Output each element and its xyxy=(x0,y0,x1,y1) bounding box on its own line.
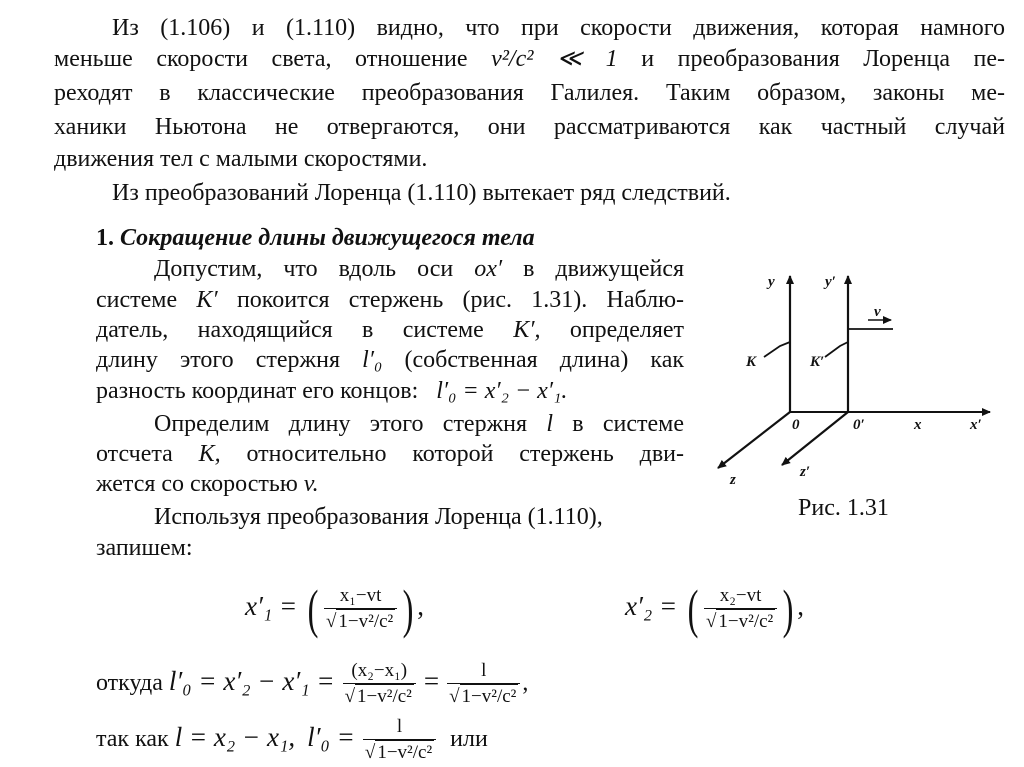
body-line4: длину этого стержня l′₀ (собственная длина) как xyxy=(96,347,685,373)
fraction: $\frac{l}{\text{√ 1−v²/c²}}$ xyxy=(447,660,520,709)
label-k: K xyxy=(746,354,757,370)
equation-x1-prime: x′₁ = ( $\frac{\text{x₁−vt}}{\text{√ 1−v²/c²}}$ ) , xyxy=(245,579,424,639)
figure-caption: Рис. 1.31 xyxy=(798,495,889,521)
label-z: z xyxy=(730,472,736,488)
k-prime-frame-marker xyxy=(825,342,848,357)
label-x-prime: x′ xyxy=(970,417,982,433)
label-y: y xyxy=(768,274,775,290)
para2: Из преобразований Лоренца (1.110) вытекает ряд следствий. xyxy=(112,180,731,206)
equation-length-chain: откуда l′₀ = x′₂ − x′₁ = $\frac{\text{(x₂−x₁)}}{\text{√ 1−v²/c²}}$ = $\frac{l}{\text{√ 1−v²/c²}}$ , xyxy=(96,660,529,707)
ratio-formula: v²/c² ≪ 1 xyxy=(491,46,618,72)
label-x: x xyxy=(914,417,922,433)
body-line10: запишем: xyxy=(96,535,193,561)
fraction: $\frac{\text{x₂−vt}}{\text{√ 1−v²/c²}}$ xyxy=(704,585,777,634)
coordinate-systems-figure xyxy=(700,262,1000,494)
section-title: Сокращение длины движущегося тела xyxy=(120,225,535,251)
body-line7: отсчета K, относительно которой стержень дви- xyxy=(96,441,684,467)
body-line3: датель, находящийся в системе K′, определяет xyxy=(96,317,685,343)
proper-length-formula: l′₀ = x′₂ − x′₁. xyxy=(436,378,568,404)
para1-line4: ханики Ньютона не отвергаются, они рассматриваются как частный случай xyxy=(54,114,1005,140)
z-axis xyxy=(718,412,790,468)
body-line6: Определим длину этого стержня l в системе xyxy=(154,411,685,437)
para1-line5: движения тел с малыми скоростями. xyxy=(54,146,428,172)
para1-line1: Из (1.106) и (1.110) видно, что при скорости движения, которая намного xyxy=(112,15,1005,41)
fraction: $\frac{\text{(x₂−x₁)}}{\text{√ 1−v²/c²}}$ xyxy=(343,660,416,709)
equation-proper-length: так как l = x₂ − x₁, l′₀ = $\frac{l}{\text{√ 1−v²/c²}}$ или xyxy=(96,716,488,763)
body-line9: Используя преобразования Лоренца (1.110), xyxy=(154,504,603,530)
body-line8: жется со скоростью v. xyxy=(96,471,319,497)
label-origin-prime: 0′ xyxy=(853,417,865,433)
label-z-prime: z′ xyxy=(800,464,811,480)
label-k-prime: K′ xyxy=(810,354,825,370)
para1-line3: реходят в классические преобразования Галилея. Таким образом, законы ме- xyxy=(54,80,1005,106)
fraction: $\frac{\text{x₁−vt}}{\text{√ 1−v²/c²}}$ xyxy=(324,585,397,634)
equation-x2-prime: x′₂ = ( $\frac{\text{x₂−vt}}{\text{√ 1−v²/c²}}$ ) , xyxy=(625,579,804,639)
label-v: v xyxy=(874,304,881,320)
section-heading xyxy=(96,224,535,252)
label-y-prime: y′ xyxy=(825,274,836,290)
label-origin: 0 xyxy=(792,417,800,433)
body-line2: системе K′ покоится стержень (рис. 1.31). Наблю- xyxy=(96,287,685,313)
body-line1: Допустим, что вдоль оси ox′ в движущейся xyxy=(154,256,685,282)
section-number: 1. xyxy=(96,225,114,251)
body-line5: разность координат его концов: l′₀ = x′₂ − x′₁. xyxy=(96,378,568,404)
k-frame-marker xyxy=(764,342,790,357)
para1-line2: меньше скорости света, отношение v²/c² ≪ 1 и преобразования Лоренца пе- xyxy=(54,46,1006,72)
fraction: $\frac{l}{\text{√ 1−v²/c²}}$ xyxy=(363,716,436,765)
